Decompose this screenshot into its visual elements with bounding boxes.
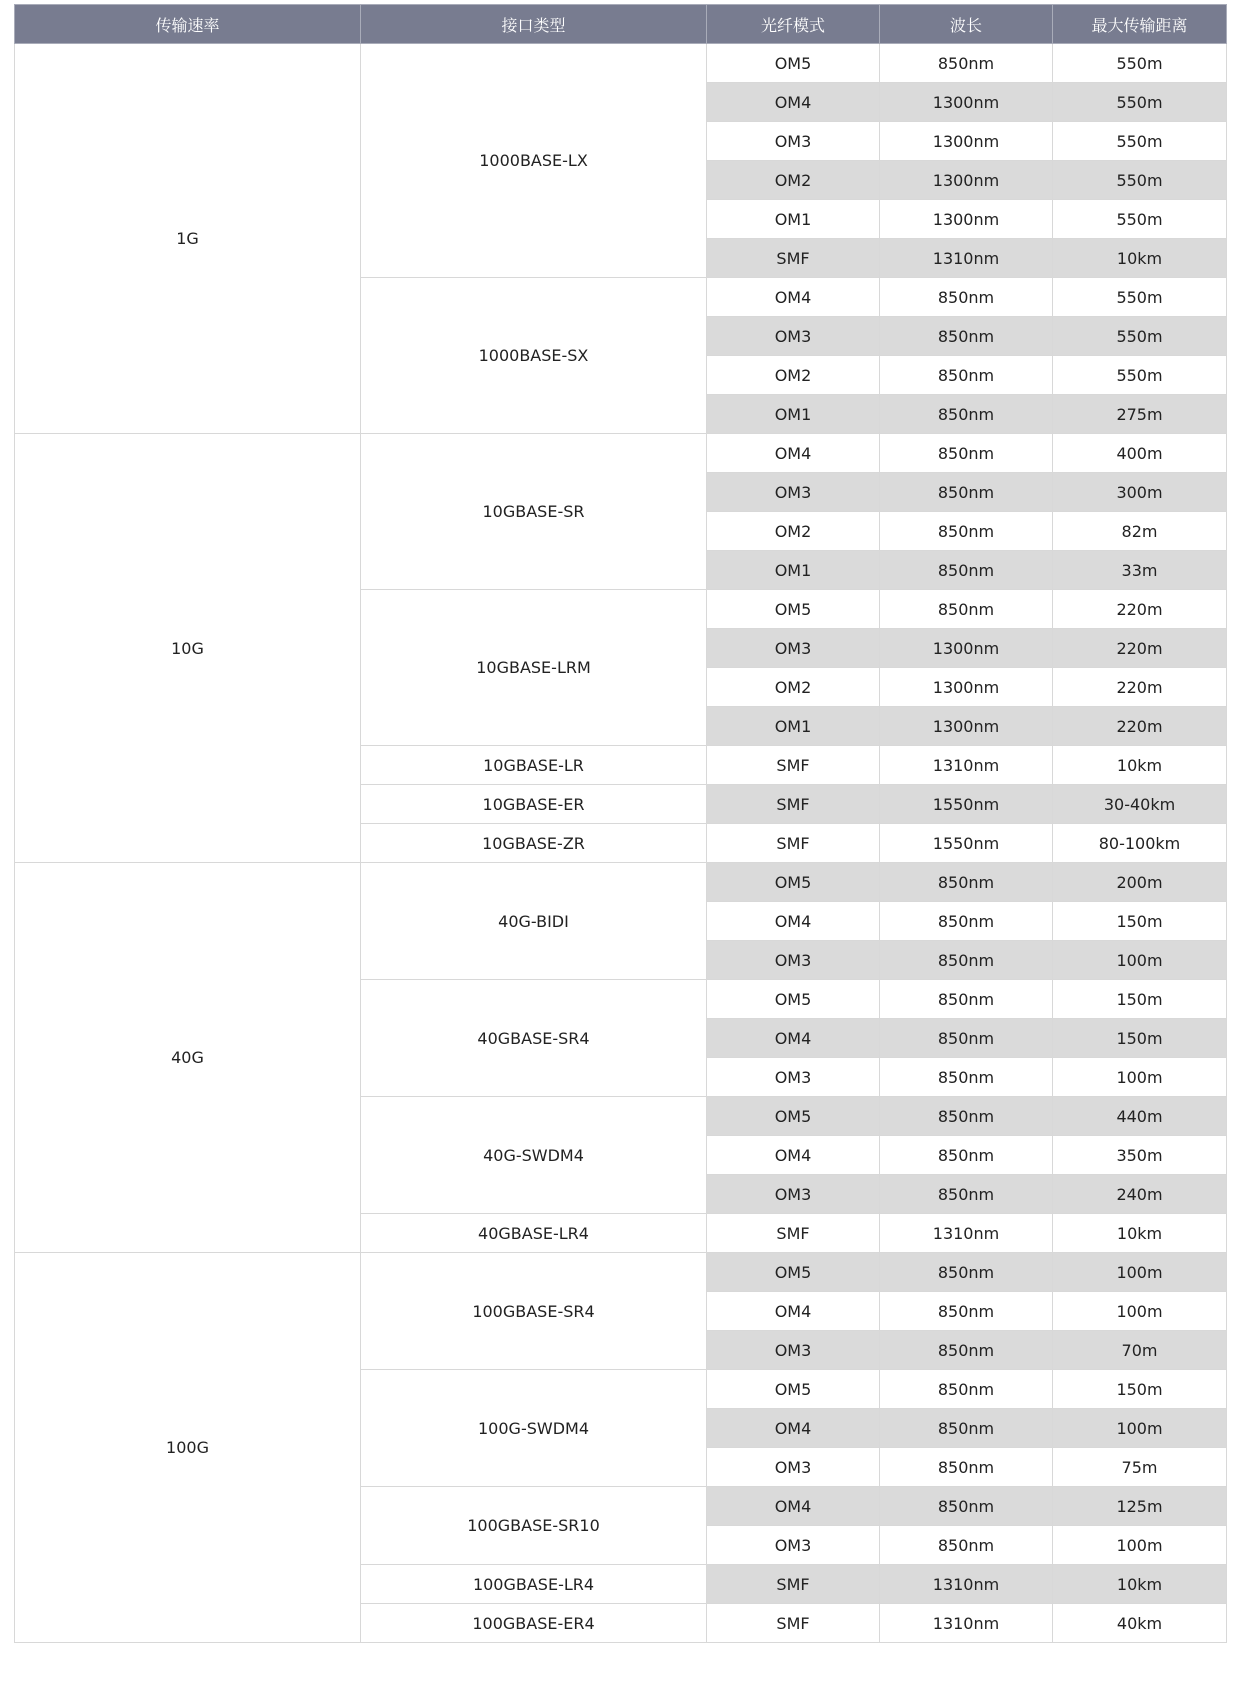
wavelength-cell: 850nm: [880, 1097, 1053, 1136]
distance-cell: 100m: [1053, 1409, 1227, 1448]
wavelength-cell: 850nm: [880, 434, 1053, 473]
fiber-mode-cell: OM3: [707, 1448, 880, 1487]
wavelength-cell: 850nm: [880, 356, 1053, 395]
wavelength-cell: 1550nm: [880, 785, 1053, 824]
interface-cell: 40G-SWDM4: [361, 1097, 707, 1214]
distance-cell: 150m: [1053, 1019, 1227, 1058]
distance-cell: 550m: [1053, 161, 1227, 200]
distance-cell: 150m: [1053, 1370, 1227, 1409]
distance-cell: 400m: [1053, 434, 1227, 473]
fiber-mode-cell: OM4: [707, 1487, 880, 1526]
wavelength-cell: 1300nm: [880, 668, 1053, 707]
fiber-mode-cell: OM2: [707, 161, 880, 200]
fiber-mode-cell: OM2: [707, 512, 880, 551]
wavelength-cell: 1300nm: [880, 83, 1053, 122]
interface-cell: 10GBASE-SR: [361, 434, 707, 590]
wavelength-cell: 1310nm: [880, 239, 1053, 278]
fiber-mode-cell: OM5: [707, 590, 880, 629]
wavelength-cell: 1300nm: [880, 122, 1053, 161]
distance-cell: 440m: [1053, 1097, 1227, 1136]
distance-cell: 33m: [1053, 551, 1227, 590]
distance-cell: 100m: [1053, 941, 1227, 980]
fiber-mode-cell: OM1: [707, 200, 880, 239]
rate-cell: 40G: [15, 863, 361, 1253]
distance-cell: 10km: [1053, 1214, 1227, 1253]
wavelength-cell: 850nm: [880, 1253, 1053, 1292]
interface-cell: 1000BASE-LX: [361, 44, 707, 278]
wavelength-cell: 850nm: [880, 1409, 1053, 1448]
fiber-mode-cell: OM3: [707, 1058, 880, 1097]
interface-cell: 40GBASE-LR4: [361, 1214, 707, 1253]
distance-cell: 100m: [1053, 1526, 1227, 1565]
header-interface: 接口类型: [361, 5, 707, 44]
fiber-mode-cell: OM5: [707, 1253, 880, 1292]
fiber-mode-cell: OM4: [707, 278, 880, 317]
wavelength-cell: 850nm: [880, 863, 1053, 902]
interface-cell: 100G-SWDM4: [361, 1370, 707, 1487]
fiber-mode-cell: OM3: [707, 1175, 880, 1214]
distance-cell: 550m: [1053, 122, 1227, 161]
table-row: [15, 1253, 1227, 1292]
interface-cell: 100GBASE-LR4: [361, 1565, 707, 1604]
interface-cell: 100GBASE-SR4: [361, 1253, 707, 1370]
distance-cell: 550m: [1053, 44, 1227, 83]
fiber-mode-cell: SMF: [707, 1214, 880, 1253]
interface-cell: 100GBASE-SR10: [361, 1487, 707, 1565]
fiber-mode-cell: OM2: [707, 668, 880, 707]
interface-cell: 40G-BIDI: [361, 863, 707, 980]
distance-cell: 550m: [1053, 278, 1227, 317]
distance-cell: 100m: [1053, 1292, 1227, 1331]
distance-cell: 550m: [1053, 317, 1227, 356]
distance-cell: 10km: [1053, 239, 1227, 278]
fiber-mode-cell: OM3: [707, 122, 880, 161]
distance-cell: 40km: [1053, 1604, 1227, 1643]
fiber-mode-cell: OM3: [707, 1331, 880, 1370]
distance-cell: 100m: [1053, 1253, 1227, 1292]
distance-cell: 30-40km: [1053, 785, 1227, 824]
wavelength-cell: 850nm: [880, 1526, 1053, 1565]
interface-cell: 1000BASE-SX: [361, 278, 707, 434]
distance-cell: 350m: [1053, 1136, 1227, 1175]
header-fiber-mode: 光纤模式: [707, 5, 880, 44]
fiber-mode-cell: OM3: [707, 629, 880, 668]
interface-cell: 10GBASE-LR: [361, 746, 707, 785]
table-row: [15, 434, 1227, 473]
distance-cell: 550m: [1053, 200, 1227, 239]
fiber-mode-cell: OM3: [707, 941, 880, 980]
distance-cell: 550m: [1053, 356, 1227, 395]
wavelength-cell: 1550nm: [880, 824, 1053, 863]
wavelength-cell: 850nm: [880, 473, 1053, 512]
fiber-mode-cell: OM5: [707, 980, 880, 1019]
wavelength-cell: 850nm: [880, 941, 1053, 980]
distance-cell: 240m: [1053, 1175, 1227, 1214]
table-row: [15, 44, 1227, 83]
distance-cell: 220m: [1053, 668, 1227, 707]
table-row: [15, 863, 1227, 902]
wavelength-cell: 850nm: [880, 551, 1053, 590]
distance-cell: 100m: [1053, 1058, 1227, 1097]
wavelength-cell: 850nm: [880, 1370, 1053, 1409]
distance-cell: 150m: [1053, 980, 1227, 1019]
header-wavelength: 波长: [880, 5, 1053, 44]
interface-cell: 100GBASE-ER4: [361, 1604, 707, 1643]
fiber-mode-cell: SMF: [707, 746, 880, 785]
wavelength-cell: 850nm: [880, 590, 1053, 629]
fiber-mode-cell: OM3: [707, 317, 880, 356]
fiber-mode-cell: OM4: [707, 1409, 880, 1448]
distance-cell: 70m: [1053, 1331, 1227, 1370]
fiber-mode-cell: SMF: [707, 785, 880, 824]
fiber-mode-cell: OM3: [707, 1526, 880, 1565]
distance-cell: 275m: [1053, 395, 1227, 434]
distance-cell: 220m: [1053, 707, 1227, 746]
distance-cell: 150m: [1053, 902, 1227, 941]
header-max-distance: 最大传输距离: [1053, 5, 1227, 44]
fiber-mode-cell: OM5: [707, 863, 880, 902]
fiber-mode-cell: SMF: [707, 1565, 880, 1604]
rate-cell: 1G: [15, 44, 361, 434]
wavelength-cell: 1300nm: [880, 161, 1053, 200]
wavelength-cell: 850nm: [880, 1136, 1053, 1175]
wavelength-cell: 850nm: [880, 317, 1053, 356]
wavelength-cell: 850nm: [880, 278, 1053, 317]
distance-cell: 125m: [1053, 1487, 1227, 1526]
wavelength-cell: 850nm: [880, 44, 1053, 83]
fiber-mode-cell: OM5: [707, 1370, 880, 1409]
wavelength-cell: 850nm: [880, 1058, 1053, 1097]
rate-cell: 100G: [15, 1253, 361, 1643]
rate-cell: 10G: [15, 434, 361, 863]
fiber-mode-cell: OM5: [707, 44, 880, 83]
wavelength-cell: 850nm: [880, 980, 1053, 1019]
wavelength-cell: 1310nm: [880, 1565, 1053, 1604]
fiber-mode-cell: OM4: [707, 1136, 880, 1175]
fiber-mode-cell: OM1: [707, 395, 880, 434]
wavelength-cell: 1310nm: [880, 1604, 1053, 1643]
table-body: [15, 44, 1227, 1643]
fiber-mode-cell: OM1: [707, 707, 880, 746]
distance-cell: 200m: [1053, 863, 1227, 902]
fiber-mode-cell: OM4: [707, 83, 880, 122]
distance-cell: 550m: [1053, 83, 1227, 122]
fiber-mode-cell: OM4: [707, 902, 880, 941]
distance-cell: 75m: [1053, 1448, 1227, 1487]
fiber-mode-cell: OM5: [707, 1097, 880, 1136]
wavelength-cell: 850nm: [880, 902, 1053, 941]
fiber-mode-cell: OM4: [707, 1019, 880, 1058]
wavelength-cell: 1310nm: [880, 746, 1053, 785]
wavelength-cell: 850nm: [880, 512, 1053, 551]
distance-cell: 10km: [1053, 1565, 1227, 1604]
wavelength-cell: 1300nm: [880, 200, 1053, 239]
wavelength-cell: 1300nm: [880, 707, 1053, 746]
distance-cell: 80-100km: [1053, 824, 1227, 863]
header-rate: 传输速率: [15, 5, 361, 44]
fiber-mode-cell: SMF: [707, 824, 880, 863]
wavelength-cell: 1310nm: [880, 1214, 1053, 1253]
interface-cell: 10GBASE-ZR: [361, 824, 707, 863]
wavelength-cell: 850nm: [880, 1331, 1053, 1370]
fiber-mode-cell: OM4: [707, 434, 880, 473]
fiber-mode-cell: SMF: [707, 1604, 880, 1643]
wavelength-cell: 850nm: [880, 1019, 1053, 1058]
distance-cell: 220m: [1053, 629, 1227, 668]
wavelength-cell: 850nm: [880, 1175, 1053, 1214]
interface-cell: 40GBASE-SR4: [361, 980, 707, 1097]
distance-cell: 82m: [1053, 512, 1227, 551]
wavelength-cell: 850nm: [880, 395, 1053, 434]
fiber-mode-cell: OM1: [707, 551, 880, 590]
interface-cell: 10GBASE-ER: [361, 785, 707, 824]
distance-cell: 300m: [1053, 473, 1227, 512]
fiber-mode-cell: OM4: [707, 1292, 880, 1331]
fiber-mode-cell: SMF: [707, 239, 880, 278]
fiber-mode-cell: OM2: [707, 356, 880, 395]
wavelength-cell: 850nm: [880, 1448, 1053, 1487]
wavelength-cell: 850nm: [880, 1487, 1053, 1526]
fiber-spec-table: [14, 4, 1227, 1643]
header-row: [15, 5, 1227, 44]
distance-cell: 10km: [1053, 746, 1227, 785]
distance-cell: 220m: [1053, 590, 1227, 629]
interface-cell: 10GBASE-LRM: [361, 590, 707, 746]
wavelength-cell: 850nm: [880, 1292, 1053, 1331]
fiber-mode-cell: OM3: [707, 473, 880, 512]
wavelength-cell: 1300nm: [880, 629, 1053, 668]
